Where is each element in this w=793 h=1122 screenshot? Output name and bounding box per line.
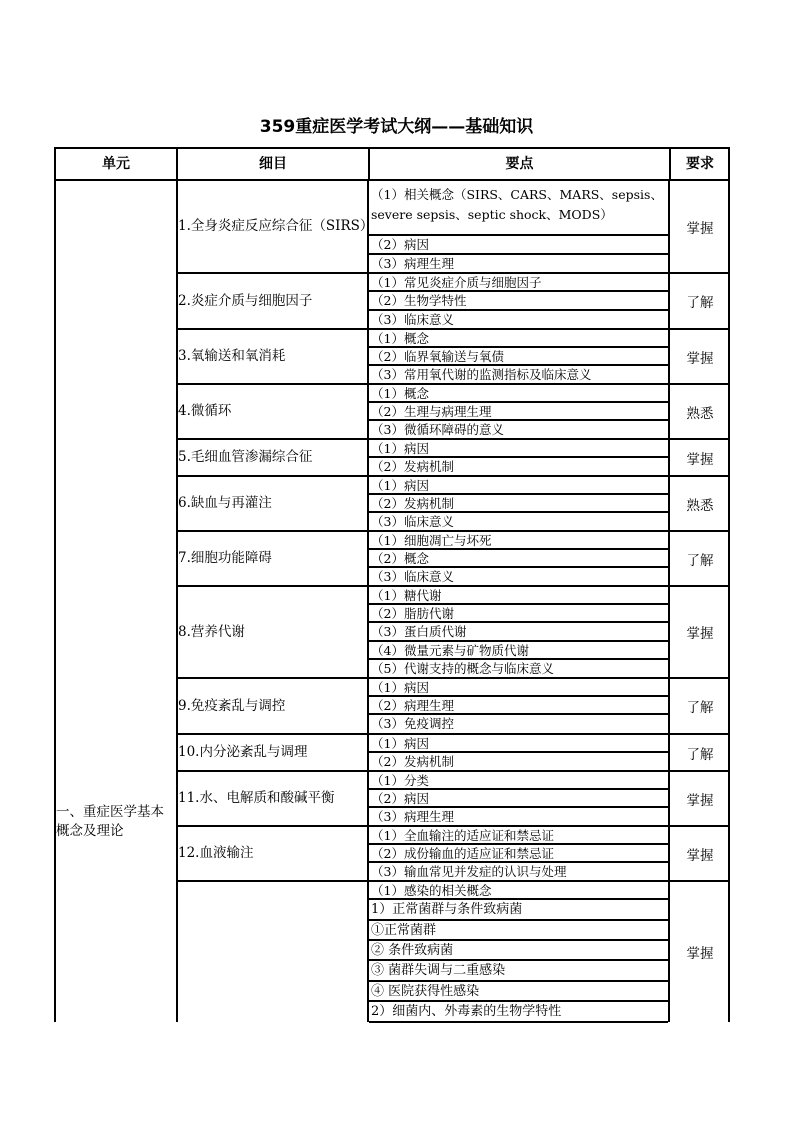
point-cell: （1）分类 — [369, 772, 668, 790]
point-cell: （2）病因 — [369, 236, 668, 255]
divider — [54, 181, 56, 1022]
point-cell: （3）病理生理 — [369, 808, 668, 827]
point-cell: （1）糖代谢 — [369, 587, 668, 605]
point-cell: （3）输血常见并发症的认识与处理 — [369, 863, 668, 882]
requirement-cell: 掌握 — [686, 451, 714, 468]
requirement-cell: 掌握 — [686, 350, 714, 367]
point-cell: （1）常见炎症介质与细胞因子 — [369, 274, 668, 292]
divider — [669, 149, 671, 179]
point-cell: （2）成份输血的适应证和禁忌证 — [369, 845, 668, 863]
requirement-cell: 掌握 — [686, 792, 714, 809]
requirement-cell: 了解 — [686, 295, 714, 311]
requirement-cell: 熟悉 — [686, 405, 714, 422]
table-header — [54, 147, 730, 181]
item-cell: 10.内分泌紊乱与调理 — [178, 744, 308, 760]
point-cell: （1）全血输注的适应证和禁忌证 — [369, 827, 668, 845]
point-cell: （1）病因 — [369, 679, 668, 697]
requirement-cell: 掌握 — [686, 847, 714, 864]
item-cell: 5.毛细血管渗漏综合征 — [178, 449, 313, 465]
point-cell: （2）生理与病理生理 — [369, 403, 668, 421]
point-cell: （1）感染的相关概念 — [369, 882, 668, 900]
item-cell: 1.全身炎症反应综合征（SIRS） — [178, 218, 374, 234]
item-cell: 11.水、电解质和酸碱平衡 — [178, 790, 335, 806]
point-cell: （2）发病机制 — [369, 458, 668, 477]
item-cell: 4.微循环 — [178, 403, 232, 419]
requirement-cell: 掌握 — [686, 220, 714, 237]
document-title: 359重症医学考试大纲——基础知识 — [259, 117, 534, 137]
point-cell: ④ 医院获得性感染 — [369, 982, 668, 1002]
point-cell: （1）相关概念（SIRS、CARS、MARS、sepsis、severe sepsis、septic shock、MODS） — [369, 181, 668, 236]
item-cell: 9.免疫紊乱与调控 — [178, 697, 286, 714]
point-cell: （3）常用氧代谢的监测指标及临床意义 — [369, 366, 668, 385]
point-cell: （3）临床意义 — [369, 311, 668, 330]
item-cell: 7.细胞功能障碍 — [178, 550, 272, 566]
divider — [176, 149, 178, 179]
divider — [368, 149, 370, 179]
point-cell: （3）蛋白质代谢 — [369, 623, 668, 642]
requirement-cell: 了解 — [686, 746, 714, 763]
header-item: 细目 — [259, 156, 287, 172]
point-cell: 2）细菌内、外毒素的生物学特性 — [369, 1002, 668, 1023]
point-cell: （1）病因 — [369, 440, 668, 458]
point-cell: （3）临床意义 — [369, 513, 668, 532]
divider — [668, 181, 670, 1022]
point-cell: （5）代谢支持的概念与临床意义 — [369, 660, 668, 679]
point-cell: （3）病理生理 — [369, 255, 668, 274]
point-cell: （3）微循环障碍的意义 — [369, 421, 668, 440]
point-cell: （2）生物学特性 — [369, 292, 668, 311]
point-cell: （2）发病机制 — [369, 495, 668, 513]
item-cell: 3.氧输送和氧消耗 — [178, 348, 286, 364]
point-cell: （2）脂肪代谢 — [369, 605, 668, 623]
point-cell: ② 条件致病菌 — [369, 941, 668, 961]
unit-label: 一、重症医学基本概念及理论 — [56, 804, 164, 839]
point-cell: （1）细胞凋亡与坏死 — [369, 532, 668, 550]
header-requirement: 要求 — [686, 156, 714, 172]
point-cell: ①正常菌群 — [369, 921, 668, 941]
requirement-cell: 掌握 — [686, 946, 714, 962]
item-cell: 8.营养代谢 — [178, 623, 245, 640]
header-points: 要点 — [505, 156, 534, 172]
point-cell: （4）微量元素与矿物质代谢 — [369, 642, 668, 660]
requirement-cell: 了解 — [686, 552, 714, 569]
point-cell: ③ 菌群失调与二重感染 — [369, 961, 668, 982]
point-cell: （1）病因 — [369, 735, 668, 753]
item-cell: 2.炎症介质与细胞因子 — [178, 292, 313, 309]
point-cell: （2）病理生理 — [369, 697, 668, 715]
point-cell: （3）临床意义 — [369, 568, 668, 587]
point-cell: （1）概念 — [369, 385, 668, 403]
header-unit: 单元 — [102, 156, 130, 172]
point-cell: （1）病因 — [369, 477, 668, 495]
requirement-cell: 了解 — [686, 700, 714, 716]
point-cell: （2）临界氧输送与氧债 — [369, 348, 668, 366]
requirement-cell: 熟悉 — [686, 497, 714, 514]
point-cell: （1）概念 — [369, 330, 668, 348]
point-cell: （2）概念 — [369, 550, 668, 568]
requirement-cell: 掌握 — [686, 626, 714, 642]
point-cell: （2）发病机制 — [369, 753, 668, 772]
item-cell: 12.血液输注 — [178, 845, 254, 861]
point-cell: （2）病因 — [369, 790, 668, 808]
point-cell: （3）免疫调控 — [369, 715, 668, 735]
point-cell: 1）正常菌群与条件致病菌 — [369, 900, 668, 921]
item-cell: 6.缺血与再灌注 — [178, 495, 272, 511]
